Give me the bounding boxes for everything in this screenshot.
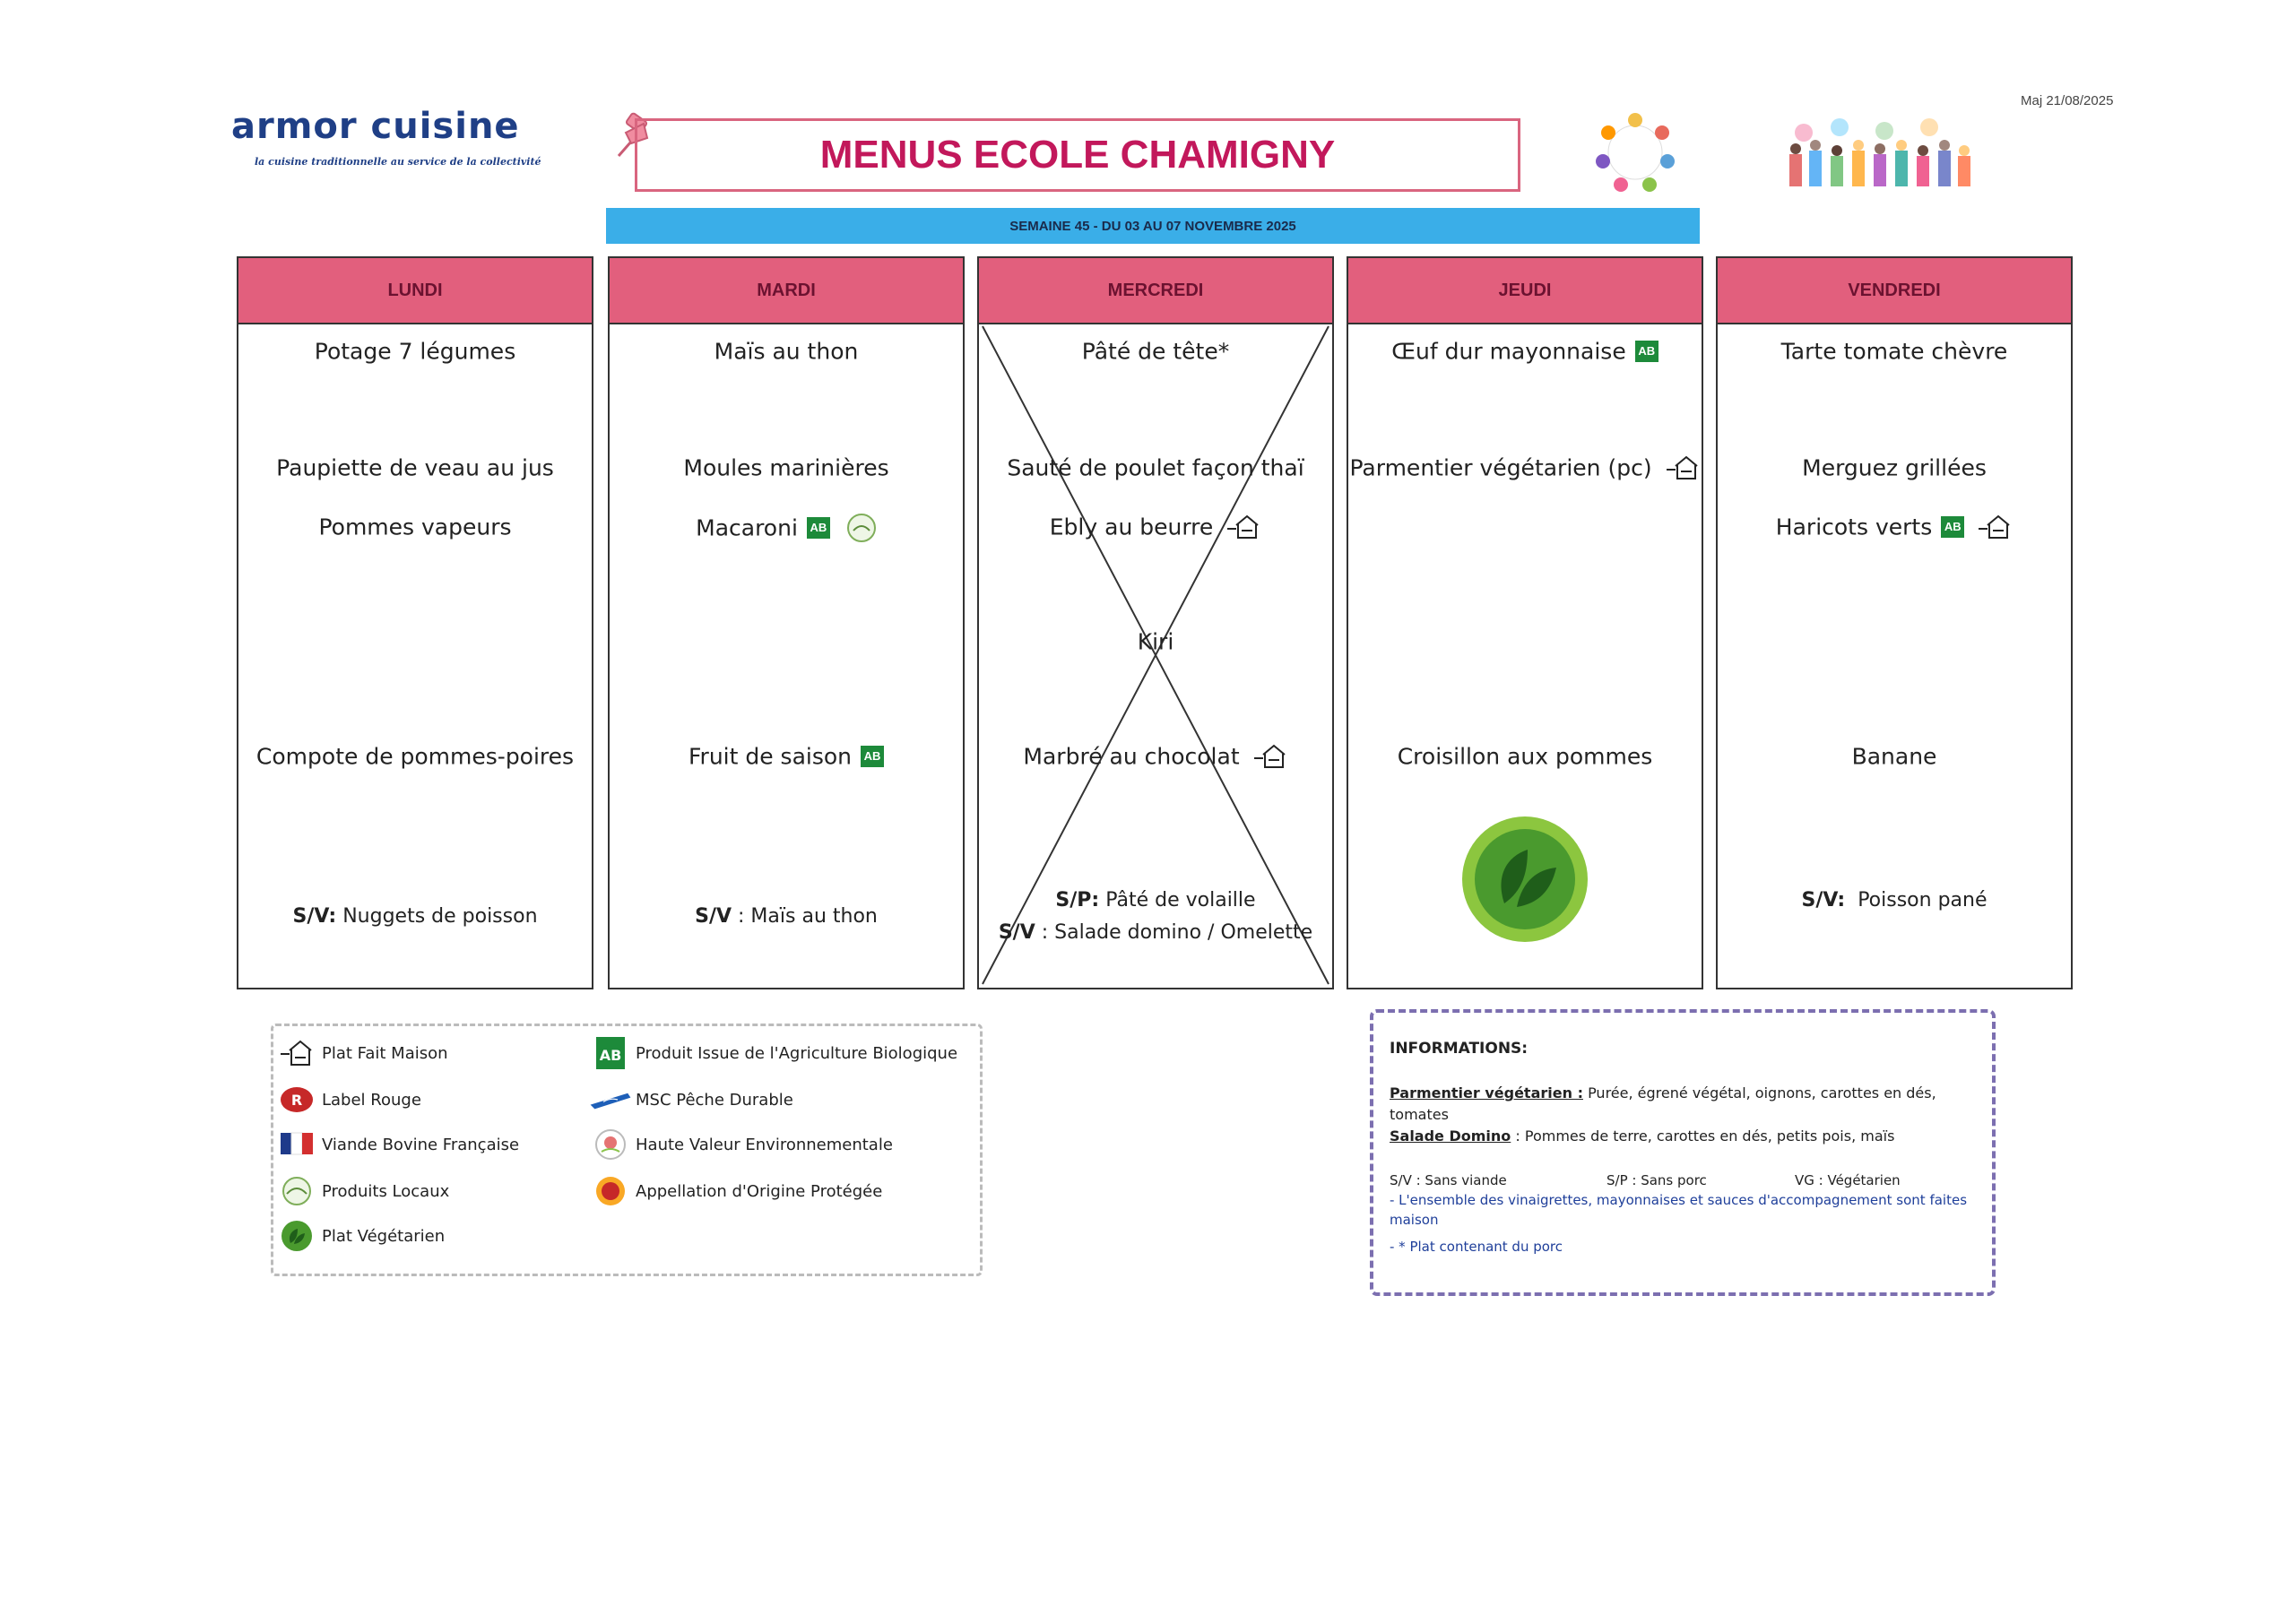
- label-rouge-icon: [279, 1084, 315, 1115]
- plat: Paupiette de veau au jus: [276, 454, 554, 481]
- accompagnement: Haricots verts AB: [1718, 513, 2071, 541]
- entree: Œuf dur mayonnaise AB: [1348, 337, 1702, 365]
- legend-item: R Label Rouge: [275, 1082, 421, 1118]
- alternative-sv: S/V : Salade domino / Omelette: [998, 921, 1313, 944]
- dessert: Fruit de saison AB: [610, 742, 963, 770]
- info-title: INFORMATIONS:: [1390, 1040, 1529, 1058]
- house-icon: [1225, 513, 1261, 541]
- day-name: LUNDI: [387, 280, 443, 300]
- info-parmentier-cont: tomates: [1390, 1106, 1449, 1123]
- ab-bio-icon: AB: [861, 746, 884, 767]
- aop-icon: [593, 1175, 628, 1207]
- ab-bio-icon: AB: [1635, 341, 1658, 362]
- info-abbr-sp: S/P : Sans porc: [1606, 1172, 1707, 1188]
- alternative-sv: S/V : Maïs au thon: [695, 905, 878, 928]
- viande-bovine-icon: [279, 1129, 315, 1160]
- info-note-sauces: - L'ensemble des vinaigrettes, mayonnaises et sauces d'accompagnement sont faites: [1390, 1192, 1968, 1208]
- day-header: [979, 258, 1332, 324]
- legend-item: AB Produit Issue de l'Agriculture Biologique: [589, 1035, 957, 1071]
- info-abbr-sv: S/V : Sans viande: [1390, 1172, 1507, 1188]
- vegetarian-leaf-icon: [279, 1220, 315, 1252]
- entree: Potage 7 légumes: [314, 338, 516, 365]
- ab-bio-icon: AB: [1941, 516, 1964, 538]
- accompagnement: Macaroni AB: [610, 513, 963, 543]
- house-icon: [1252, 742, 1288, 771]
- day-name: JEUDI: [1498, 280, 1552, 300]
- kids-circle-icon: [1583, 108, 1687, 197]
- dessert: Compote de pommes-poires: [255, 743, 575, 770]
- produits-locaux-icon: [846, 513, 877, 543]
- brand-logo: armor cuisine: [231, 106, 520, 147]
- info-domino: Salade Domino : Pommes de terre, carottes en dés, petits pois, maïs: [1390, 1127, 1895, 1145]
- legend-item: Appellation d'Origine Protégée: [589, 1173, 882, 1209]
- day-name: VENDREDI: [1848, 280, 1941, 300]
- plat: Parmentier végétarien (pc): [1348, 454, 1702, 482]
- cancelled-cross: [979, 323, 1332, 988]
- day-name: MERCREDI: [1107, 280, 1204, 300]
- day-column-jeudi: [1347, 256, 1703, 989]
- kids-group-icon: [1777, 115, 1978, 195]
- msc-fish-icon: [589, 1086, 632, 1113]
- legend-item: Haute Valeur Environnementale: [589, 1127, 893, 1162]
- update-date: Maj 21/08/2025: [2021, 93, 2114, 108]
- day-header: [238, 258, 592, 324]
- alternative-sv: S/V: Poisson pané: [1801, 889, 1988, 911]
- info-note-sauces-cont: maison: [1390, 1212, 1439, 1228]
- entree: Maïs au thon: [714, 338, 859, 365]
- info-abbr-vg: VG : Végétarien: [1795, 1172, 1901, 1188]
- week-bar: [606, 208, 1700, 244]
- svg-text:AB: AB: [599, 1047, 622, 1064]
- alternative-sv: S/V: Nuggets de poisson: [292, 905, 538, 928]
- plat: Sauté de poulet façon thaï: [1007, 454, 1304, 481]
- title-box: [635, 118, 1520, 192]
- alternative-sp: S/P: Pâté de volaille: [1055, 889, 1256, 911]
- plat: Moules marinières: [683, 454, 889, 481]
- brand-tagline: la cuisine traditionnelle au service de la collectivité: [255, 156, 541, 168]
- vegetarian-leaf-icon: [1459, 814, 1590, 945]
- info-note-porc: - * Plat contenant du porc: [1390, 1239, 1563, 1255]
- plat: Merguez grillées: [1802, 454, 1987, 481]
- hve-icon: [593, 1128, 628, 1161]
- ab-bio-icon: [593, 1035, 628, 1071]
- day-column-mercredi: [977, 256, 1334, 989]
- legend-item: Produits Locaux: [275, 1173, 449, 1209]
- day-column-mardi: [608, 256, 965, 989]
- produits-locaux-icon: [279, 1176, 315, 1206]
- svg-text:R: R: [290, 1092, 303, 1109]
- dessert: Marbré au chocolat: [979, 742, 1332, 771]
- day-header: [1718, 258, 2071, 324]
- legend-item: Plat Végétarien: [275, 1218, 445, 1254]
- house-icon: [279, 1038, 315, 1068]
- ab-bio-icon: AB: [807, 517, 830, 539]
- legend-item: MSC Pêche Durable: [589, 1082, 793, 1118]
- day-name: MARDI: [757, 280, 816, 300]
- day-header: [610, 258, 963, 324]
- info-parmentier: Parmentier végétarien : Purée, égrené végétal, oignons, carottes en dés,: [1390, 1084, 1936, 1101]
- house-icon: [1665, 454, 1701, 482]
- legend-item: Viande Bovine Française: [275, 1127, 519, 1162]
- dessert: Banane: [1851, 743, 1937, 770]
- entree: Tarte tomate chèvre: [1780, 338, 2008, 365]
- page-title: MENUS ECOLE CHAMIGNY: [819, 133, 1336, 177]
- house-icon: [1977, 513, 2013, 541]
- day-column-vendredi: [1716, 256, 2073, 989]
- entree: Pâté de tête*: [1081, 338, 1230, 365]
- fromage: Kiri: [1137, 628, 1174, 655]
- accompagnement: Ebly au beurre: [979, 513, 1332, 541]
- legend-item: Plat Fait Maison: [275, 1035, 448, 1071]
- week-label: SEMAINE 45 - DU 03 AU 07 NOVEMBRE 2025: [1009, 218, 1296, 234]
- dessert: Croisillon aux pommes: [1397, 743, 1653, 770]
- info-box: [1370, 1009, 1996, 1296]
- day-header: [1348, 258, 1702, 324]
- accompagnement: Pommes vapeurs: [318, 514, 512, 540]
- legend-box: [271, 1024, 983, 1276]
- day-column-lundi: [237, 256, 593, 989]
